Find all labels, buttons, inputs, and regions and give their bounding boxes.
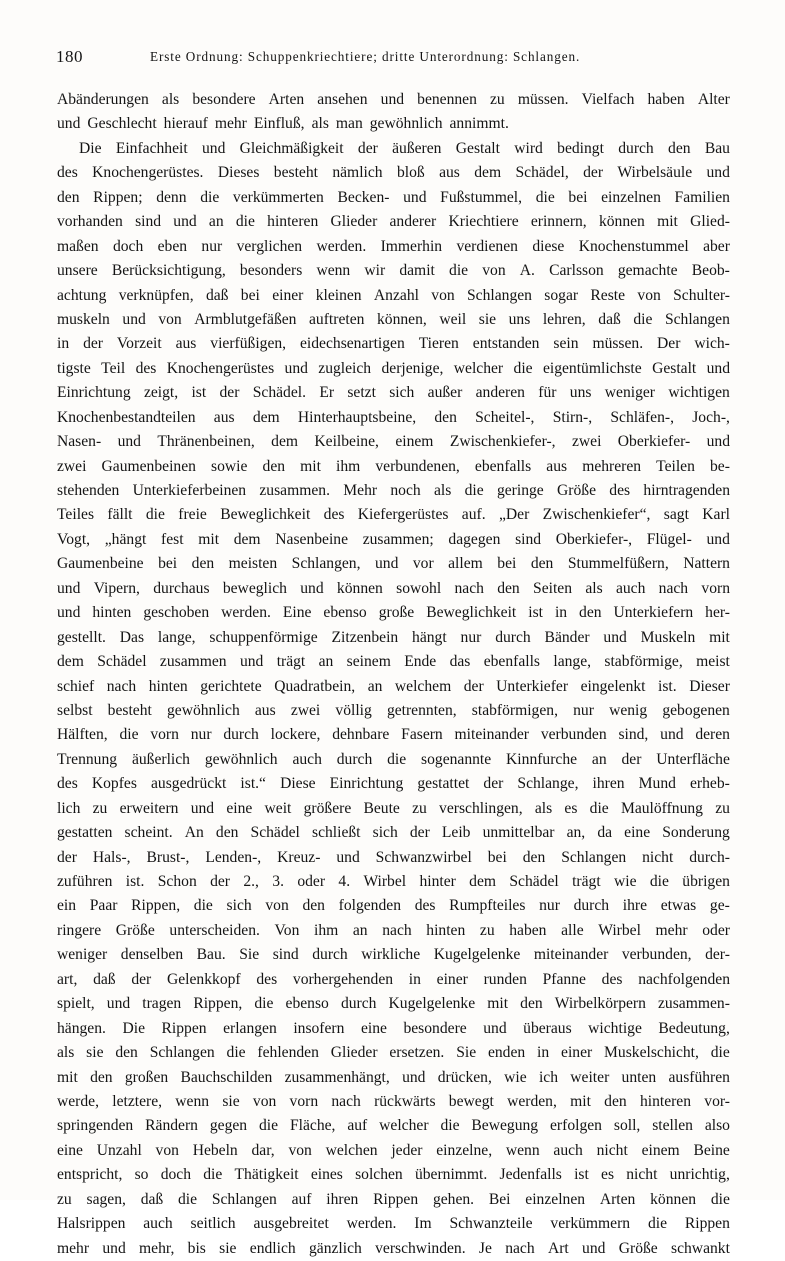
text-line: Halsrippen auch seitlich ausgebreitet werden. Im Schwanzteile verkümmern die Rippen	[57, 1215, 730, 1233]
text-line: gestellt. Das lange, schuppenförmige Zitzenbein hängt nur durch Bänder und Muskeln mit	[57, 628, 730, 646]
text-line: vorhanden sind und an die hinteren Glieder anderer Kriechtiere erinnern, können mit Glied-	[57, 213, 730, 231]
text-line: mit den großen Bauchschilden zusammenhängt, und drücken, wie ich weiter unten ausführen	[57, 1068, 730, 1086]
running-head: Erste Ordnung: Schuppenkriechtiere; dritte Unterordnung: Schlangen.	[150, 49, 581, 64]
text-line: selbst besteht gewöhnlich aus zwei völlig getrennten, stabförmigen, nur wenig gebogenen	[57, 701, 730, 719]
text-line: eine Unzahl von Hebeln dar, von welchen jeder einzelne, wenn auch nicht einem Beine	[57, 1141, 730, 1159]
text-line: Knochenbestandteilen aus dem Hinterhauptsbeine, den Scheitel-, Stirn-, Schläfen-, Joch-,	[57, 408, 730, 426]
text-line: tigste Teil des Knochengerüstes und zugleich derjenige, welcher die eigentümlichste Gestalt und	[57, 359, 730, 377]
text-line: dem Schädel zusammen und trägt an seinem Ende das ebenfalls lange, stabförmige, meist	[57, 653, 730, 671]
text-line: zuführen ist. Schon der 2., 3. oder 4. Wirbel hinter dem Schädel trägt wie die übrigen	[57, 873, 730, 890]
text-line: Vogt, „hängt fest mit dem Nasenbeine zusammen; dagegen sind Oberkiefer-, Flügel- und	[57, 530, 730, 548]
text-line: art, daß der Gelenkkopf des vorhergehenden in einer runden Pfanne des nachfolgenden	[57, 970, 730, 988]
text-line: muskeln und von Armblutgefäßen auftreten können, weil sie uns lehren, daß die Schlangen	[57, 310, 730, 328]
text-line: lich zu erweitern und eine weit größere Beute zu verschlingen, als es die Maulöffnung zu	[57, 799, 730, 817]
text-line: Nasen- und Thränenbeinen, dem Keilbeine, einem Zwischenkiefer-, zwei Oberkiefer- und	[57, 433, 730, 451]
text-line: zwei Gaumenbeinen sowie den mit ihm verbundenen, ebenfalls aus mehreren Teilen be-	[57, 457, 730, 475]
text-line: zu sagen, daß die Schlangen auf ihren Rippen gehen. Bei einzelnen Arten können die	[57, 1190, 730, 1208]
text-line: maßen doch eben nur verglichen werden. Immerhin verdienen diese Knochenstummel aber	[57, 237, 730, 255]
body-text	[57, 88, 730, 1261]
text-line: spielt, und tragen Rippen, die ebenso durch Kugelgelenke mit den Wirbelkörpern zusammen-	[57, 995, 730, 1013]
text-line: Hälften, die vorn nur durch lockere, dehnbare Fasern miteinander verbunden sind, und deren	[57, 726, 730, 744]
text-line: in der Vorzeit aus vierfüßigen, eidechsenartigen Tieren entstanden sein müssen. Der wich-	[57, 335, 730, 353]
text-line: der Hals-, Brust-, Lenden-, Kreuz- und Schwanzwirbel bei den Schlangen nicht durch-	[57, 848, 730, 866]
text-line: des Knochengerüstes. Dieses besteht nämlich bloß aus dem Schädel, der Wirbelsäule und	[57, 164, 730, 182]
text-line: gestatten scheint. An den Schädel schließt sich der Leib unmittelbar an, da eine Sonderung	[57, 824, 730, 842]
text-line: und hinten geschoben werden. Eine ebenso große Beweglichkeit ist in den Unterkiefern her-	[57, 604, 730, 622]
text-line: werde, letztere, wenn sie von vorn nach rückwärts bewegt werden, mit den hinteren vor-	[57, 1092, 730, 1110]
text-line: achtung verknüpfen, daß bei einer kleinen Anzahl von Schlangen sogar Reste von Schulter-	[57, 286, 730, 304]
text-line: Gaumenbeine bei den meisten Schlangen, und vor allem bei den Stummelfüßern, Nattern	[57, 555, 730, 573]
text-line: den Rippen; denn die verkümmerten Becken- und Fußstummel, die bei einzelnen Familien	[57, 188, 730, 206]
text-line: weniger denselben Bau. Sie sind durch wirkliche Kugelgelenke miteinander verbunden, der-	[57, 946, 730, 964]
page-header	[56, 47, 746, 73]
text-line: und Vipern, durchaus beweglich und können sowohl nach den Seiten als auch nach vorn	[57, 579, 730, 597]
text-line: schief nach hinten gerichtete Quadratbein, an welchem der Unterkiefer eingelenkt ist. Dieser	[57, 677, 730, 695]
text-line: ein Paar Rippen, die sich von den folgenden des Rumpfteiles nur durch ihre etwas ge-	[57, 897, 730, 915]
text-line: als sie den Schlangen die fehlenden Glieder ersetzen. Sie enden in einer Muskelschicht, die	[57, 1044, 730, 1062]
text-line: ringere Größe unterscheiden. Von ihm an nach hinten zu haben alle Wirbel mehr oder	[57, 921, 730, 939]
page-number: 180	[56, 47, 83, 66]
text-line: Teiles fällt die freie Beweglichkeit des Kiefergerüstes auf. „Der Zwischenkiefer“, sagt Karl	[57, 506, 730, 524]
text-line: hängen. Die Rippen erlangen insofern eine besondere und überaus wichtige Bedeutung,	[57, 1019, 730, 1037]
text-line: Trennung äußerlich gewöhnlich auch durch die sogenannte Kinnfurche an der Unterfläche	[57, 750, 730, 768]
text-line: entspricht, so doch die Thätigkeit eines solchen übernimmt. Jedenfalls ist es nicht unrichtig,	[57, 1166, 730, 1184]
text-line: und Geschlecht hierauf mehr Einfluß, als man gewöhnlich annimmt.	[57, 115, 509, 133]
text-line: Die Einfachheit und Gleichmäßigkeit der äußeren Gestalt wird bedingt durch den Bau	[79, 139, 730, 157]
text-line: Abänderungen als besondere Arten ansehen und benennen zu müssen. Vielfach haben Alter	[57, 91, 730, 108]
text-line: des Kopfes ausgedrückt ist.“ Diese Einrichtung gestattet der Schlange, ihren Mund erheb-	[57, 775, 730, 793]
text-line: unsere Berücksichtigung, besonders wenn wir damit die von A. Carlsson gemachte Beob-	[57, 262, 730, 280]
text-line: mehr und mehr, bis sie endlich gänzlich verschwinden. Je nach Art und Größe schwankt	[57, 1239, 730, 1257]
text-line: Einrichtung zeigt, ist der Schädel. Er setzt sich außer anderen für uns weniger wichtigen	[57, 384, 730, 402]
text-line: stehenden Unterkieferbeinen zusammen. Mehr noch als die geringe Größe des hirntragenden	[57, 482, 730, 499]
text-line: springenden Rändern gegen die Fläche, auf welcher die Bewegung erfolgen soll, stellen also	[57, 1117, 730, 1135]
